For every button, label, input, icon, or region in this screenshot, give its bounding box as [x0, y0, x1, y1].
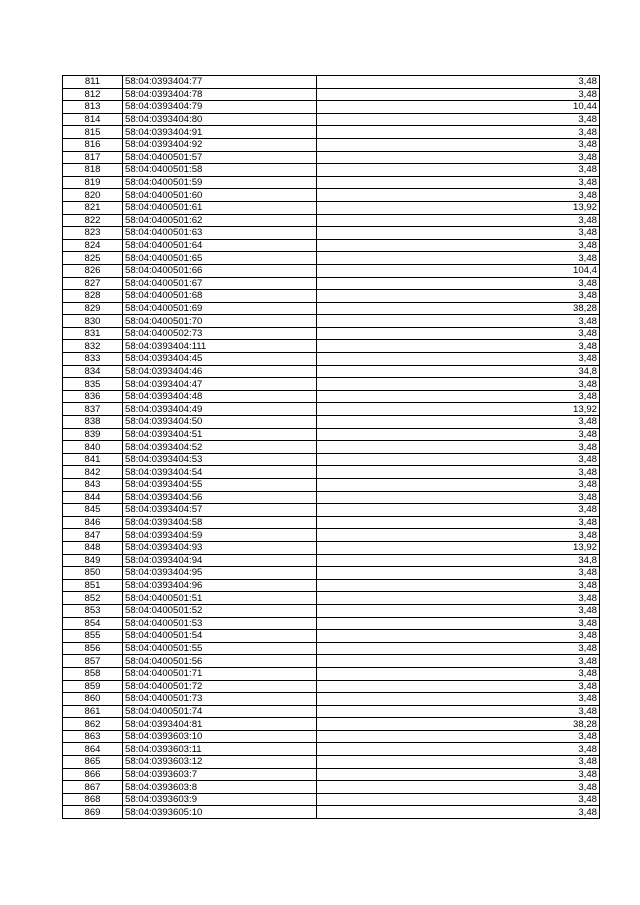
cadastral-number-cell: 58:04:0400501:61 — [123, 201, 317, 214]
row-number-cell: 818 — [63, 164, 123, 177]
cadastral-number-cell: 58:04:0393404:54 — [123, 466, 317, 479]
row-number-cell: 866 — [63, 768, 123, 781]
value-cell: 3,48 — [317, 655, 600, 668]
value-cell: 3,48 — [317, 390, 600, 403]
cadastral-number-cell: 58:04:0400501:73 — [123, 693, 317, 706]
value-cell: 34,8 — [317, 365, 600, 378]
table-row — [63, 76, 600, 89]
cadastral-number-cell: 58:04:0393404:59 — [123, 529, 317, 542]
cadastral-number-cell: 58:04:0400501:64 — [123, 239, 317, 252]
cadastral-number-cell: 58:04:0393404:48 — [123, 390, 317, 403]
row-number-cell: 863 — [63, 730, 123, 743]
value-cell: 3,48 — [317, 290, 600, 303]
table-row — [63, 327, 600, 340]
table-row — [63, 151, 600, 164]
table-row — [63, 579, 600, 592]
cadastral-number-cell: 58:04:0400501:60 — [123, 189, 317, 202]
cadastral-number-cell: 58:04:0393404:56 — [123, 491, 317, 504]
value-cell: 3,48 — [317, 164, 600, 177]
value-cell: 3,48 — [317, 806, 600, 819]
cadastral-number-cell: 58:04:0393603:12 — [123, 756, 317, 769]
row-number-cell: 865 — [63, 756, 123, 769]
value-cell: 3,48 — [317, 642, 600, 655]
value-cell: 3,48 — [317, 315, 600, 328]
cadastral-number-cell: 58:04:0400501:71 — [123, 667, 317, 680]
value-cell: 3,48 — [317, 176, 600, 189]
value-cell: 3,48 — [317, 730, 600, 743]
cadastral-number-cell: 58:04:0400501:56 — [123, 655, 317, 668]
value-cell: 3,48 — [317, 781, 600, 794]
cadastral-number-cell: 58:04:0400501:65 — [123, 252, 317, 265]
value-cell: 104,4 — [317, 264, 600, 277]
row-number-cell: 821 — [63, 201, 123, 214]
table-row — [63, 604, 600, 617]
cadastral-number-cell: 58:04:0393404:93 — [123, 541, 317, 554]
row-number-cell: 869 — [63, 806, 123, 819]
value-cell: 3,48 — [317, 667, 600, 680]
row-number-cell: 862 — [63, 718, 123, 731]
value-cell: 3,48 — [317, 680, 600, 693]
cadastral-number-cell: 58:04:0393404:77 — [123, 76, 317, 89]
row-number-cell: 857 — [63, 655, 123, 668]
table-row — [63, 340, 600, 353]
row-number-cell: 851 — [63, 579, 123, 592]
table-row — [63, 378, 600, 391]
value-cell: 3,48 — [317, 479, 600, 492]
row-number-cell: 847 — [63, 529, 123, 542]
row-number-cell: 854 — [63, 617, 123, 630]
row-number-cell: 841 — [63, 453, 123, 466]
table-row — [63, 290, 600, 303]
cadastral-number-cell: 58:04:0393603:8 — [123, 781, 317, 794]
table-row — [63, 554, 600, 567]
table-row — [63, 189, 600, 202]
cadastral-number-cell: 58:04:0393404:51 — [123, 428, 317, 441]
table-row — [63, 680, 600, 693]
table-row — [63, 516, 600, 529]
value-cell: 3,48 — [317, 76, 600, 89]
value-cell: 13,92 — [317, 541, 600, 554]
row-number-cell: 822 — [63, 214, 123, 227]
row-number-cell: 817 — [63, 151, 123, 164]
table-row — [63, 491, 600, 504]
value-cell: 3,48 — [317, 113, 600, 126]
value-cell: 3,48 — [317, 340, 600, 353]
table-row — [63, 227, 600, 240]
row-number-cell: 825 — [63, 252, 123, 265]
cadastral-number-cell: 58:04:0400501:53 — [123, 617, 317, 630]
table-row — [63, 353, 600, 366]
value-cell: 13,92 — [317, 403, 600, 416]
cadastral-number-cell: 58:04:0393404:45 — [123, 353, 317, 366]
table-row — [63, 567, 600, 580]
table-row — [63, 164, 600, 177]
cadastral-number-cell: 58:04:0393605:10 — [123, 806, 317, 819]
cadastral-number-cell: 58:04:0400501:70 — [123, 315, 317, 328]
value-cell: 10,44 — [317, 101, 600, 114]
cadastral-number-cell: 58:04:0393404:57 — [123, 504, 317, 517]
row-number-cell: 830 — [63, 315, 123, 328]
cadastral-number-cell: 58:04:0393404:91 — [123, 126, 317, 139]
row-number-cell: 819 — [63, 176, 123, 189]
value-cell: 3,48 — [317, 214, 600, 227]
cadastral-number-cell: 58:04:0393404:92 — [123, 138, 317, 151]
table-row — [63, 252, 600, 265]
cadastral-number-cell: 58:04:0393404:80 — [123, 113, 317, 126]
value-cell: 3,48 — [317, 252, 600, 265]
table-row — [63, 617, 600, 630]
row-number-cell: 840 — [63, 441, 123, 454]
row-number-cell: 842 — [63, 466, 123, 479]
cadastral-number-cell: 58:04:0393404:111 — [123, 340, 317, 353]
row-number-cell: 813 — [63, 101, 123, 114]
row-number-cell: 856 — [63, 642, 123, 655]
cadastral-number-cell: 58:04:0393404:79 — [123, 101, 317, 114]
row-number-cell: 833 — [63, 353, 123, 366]
cadastral-number-cell: 58:04:0400501:69 — [123, 302, 317, 315]
value-cell: 3,48 — [317, 592, 600, 605]
table-row — [63, 768, 600, 781]
value-cell: 3,48 — [317, 353, 600, 366]
row-number-cell: 867 — [63, 781, 123, 794]
cadastral-number-cell: 58:04:0393404:78 — [123, 88, 317, 101]
row-number-cell: 845 — [63, 504, 123, 517]
row-number-cell: 864 — [63, 743, 123, 756]
cadastral-number-cell: 58:04:0400501:66 — [123, 264, 317, 277]
row-number-cell: 814 — [63, 113, 123, 126]
value-cell: 3,48 — [317, 793, 600, 806]
row-number-cell: 812 — [63, 88, 123, 101]
cadastral-number-cell: 58:04:0400501:54 — [123, 630, 317, 643]
table-row — [63, 201, 600, 214]
value-cell: 3,48 — [317, 239, 600, 252]
row-number-cell: 828 — [63, 290, 123, 303]
cadastral-number-cell: 58:04:0400501:74 — [123, 705, 317, 718]
value-cell: 3,48 — [317, 693, 600, 706]
value-cell: 3,48 — [317, 441, 600, 454]
value-cell: 3,48 — [317, 88, 600, 101]
value-cell: 3,48 — [317, 416, 600, 429]
row-number-cell: 846 — [63, 516, 123, 529]
cadastral-number-cell: 58:04:0393404:55 — [123, 479, 317, 492]
table-row — [63, 126, 600, 139]
row-number-cell: 839 — [63, 428, 123, 441]
row-number-cell: 860 — [63, 693, 123, 706]
value-cell: 3,48 — [317, 151, 600, 164]
row-number-cell: 844 — [63, 491, 123, 504]
cadastral-number-cell: 58:04:0393404:49 — [123, 403, 317, 416]
cadastral-number-cell: 58:04:0393603:9 — [123, 793, 317, 806]
cadastral-number-cell: 58:04:0400501:72 — [123, 680, 317, 693]
value-cell: 3,48 — [317, 491, 600, 504]
row-number-cell: 852 — [63, 592, 123, 605]
cadastral-number-cell: 58:04:0400501:55 — [123, 642, 317, 655]
table-row — [63, 403, 600, 416]
cadastral-number-cell: 58:04:0393603:10 — [123, 730, 317, 743]
cadastral-number-cell: 58:04:0393404:47 — [123, 378, 317, 391]
value-cell: 38,28 — [317, 718, 600, 731]
row-number-cell: 824 — [63, 239, 123, 252]
value-cell: 3,48 — [317, 189, 600, 202]
table-row — [63, 214, 600, 227]
row-number-cell: 820 — [63, 189, 123, 202]
table-row — [63, 756, 600, 769]
value-cell: 13,92 — [317, 201, 600, 214]
table-row — [63, 529, 600, 542]
cadastral-number-cell: 58:04:0400501:52 — [123, 604, 317, 617]
table-row — [63, 667, 600, 680]
table-row — [63, 642, 600, 655]
value-cell: 3,48 — [317, 504, 600, 517]
row-number-cell: 849 — [63, 554, 123, 567]
cadastral-number-cell: 58:04:0400501:67 — [123, 277, 317, 290]
table-row — [63, 113, 600, 126]
table-row — [63, 705, 600, 718]
table-row — [63, 730, 600, 743]
value-cell: 3,48 — [317, 428, 600, 441]
table-row — [63, 504, 600, 517]
row-number-cell: 834 — [63, 365, 123, 378]
cadastral-number-cell: 58:04:0400501:68 — [123, 290, 317, 303]
row-number-cell: 838 — [63, 416, 123, 429]
value-cell: 38,28 — [317, 302, 600, 315]
table-row — [63, 302, 600, 315]
cadastral-number-cell: 58:04:0393404:50 — [123, 416, 317, 429]
value-cell: 3,48 — [317, 227, 600, 240]
cadastral-number-cell: 58:04:0393404:58 — [123, 516, 317, 529]
value-cell: 3,48 — [317, 768, 600, 781]
row-number-cell: 826 — [63, 264, 123, 277]
row-number-cell: 837 — [63, 403, 123, 416]
row-number-cell: 815 — [63, 126, 123, 139]
table-row — [63, 718, 600, 731]
row-number-cell: 855 — [63, 630, 123, 643]
value-cell: 3,48 — [317, 756, 600, 769]
table-row — [63, 781, 600, 794]
row-number-cell: 816 — [63, 138, 123, 151]
table-row — [63, 453, 600, 466]
parcel-table-body — [63, 76, 600, 819]
table-row — [63, 693, 600, 706]
value-cell: 3,48 — [317, 529, 600, 542]
value-cell: 3,48 — [317, 327, 600, 340]
cadastral-number-cell: 58:04:0400501:58 — [123, 164, 317, 177]
table-row — [63, 428, 600, 441]
table-row — [63, 239, 600, 252]
cadastral-number-cell: 58:04:0393603:11 — [123, 743, 317, 756]
value-cell: 3,48 — [317, 617, 600, 630]
table-row — [63, 743, 600, 756]
table-row — [63, 264, 600, 277]
value-cell: 3,48 — [317, 604, 600, 617]
table-row — [63, 277, 600, 290]
table-row — [63, 806, 600, 819]
row-number-cell: 858 — [63, 667, 123, 680]
cadastral-number-cell: 58:04:0400501:63 — [123, 227, 317, 240]
value-cell: 3,48 — [317, 138, 600, 151]
row-number-cell: 843 — [63, 479, 123, 492]
value-cell: 3,48 — [317, 705, 600, 718]
parcel-table — [62, 75, 600, 819]
table-row — [63, 541, 600, 554]
row-number-cell: 827 — [63, 277, 123, 290]
table-row — [63, 176, 600, 189]
table-row — [63, 315, 600, 328]
value-cell: 3,48 — [317, 277, 600, 290]
row-number-cell: 829 — [63, 302, 123, 315]
table-row — [63, 416, 600, 429]
cadastral-number-cell: 58:04:0393404:53 — [123, 453, 317, 466]
row-number-cell: 836 — [63, 390, 123, 403]
table-row — [63, 655, 600, 668]
row-number-cell: 848 — [63, 541, 123, 554]
row-number-cell: 861 — [63, 705, 123, 718]
value-cell: 3,48 — [317, 743, 600, 756]
table-row — [63, 88, 600, 101]
table-row — [63, 390, 600, 403]
row-number-cell: 811 — [63, 76, 123, 89]
value-cell: 3,48 — [317, 466, 600, 479]
cadastral-number-cell: 58:04:0400501:51 — [123, 592, 317, 605]
table-row — [63, 441, 600, 454]
row-number-cell: 835 — [63, 378, 123, 391]
value-cell: 34,8 — [317, 554, 600, 567]
table-row — [63, 365, 600, 378]
row-number-cell: 831 — [63, 327, 123, 340]
cadastral-number-cell: 58:04:0393404:46 — [123, 365, 317, 378]
row-number-cell: 832 — [63, 340, 123, 353]
row-number-cell: 853 — [63, 604, 123, 617]
value-cell: 3,48 — [317, 579, 600, 592]
value-cell: 3,48 — [317, 567, 600, 580]
cadastral-number-cell: 58:04:0400501:59 — [123, 176, 317, 189]
table-row — [63, 101, 600, 114]
row-number-cell: 823 — [63, 227, 123, 240]
cadastral-number-cell: 58:04:0400501:57 — [123, 151, 317, 164]
row-number-cell: 859 — [63, 680, 123, 693]
value-cell: 3,48 — [317, 630, 600, 643]
table-row — [63, 630, 600, 643]
cadastral-number-cell: 58:04:0393404:94 — [123, 554, 317, 567]
value-cell: 3,48 — [317, 516, 600, 529]
table-row — [63, 592, 600, 605]
value-cell: 3,48 — [317, 378, 600, 391]
cadastral-number-cell: 58:04:0393404:52 — [123, 441, 317, 454]
table-row — [63, 466, 600, 479]
cadastral-number-cell: 58:04:0400502:73 — [123, 327, 317, 340]
value-cell: 3,48 — [317, 453, 600, 466]
table-row — [63, 479, 600, 492]
cadastral-number-cell: 58:04:0393603:7 — [123, 768, 317, 781]
cadastral-number-cell: 58:04:0400501:62 — [123, 214, 317, 227]
row-number-cell: 868 — [63, 793, 123, 806]
value-cell: 3,48 — [317, 126, 600, 139]
cadastral-number-cell: 58:04:0393404:81 — [123, 718, 317, 731]
cadastral-number-cell: 58:04:0393404:96 — [123, 579, 317, 592]
table-row — [63, 138, 600, 151]
table-row — [63, 793, 600, 806]
row-number-cell: 850 — [63, 567, 123, 580]
cadastral-number-cell: 58:04:0393404:95 — [123, 567, 317, 580]
